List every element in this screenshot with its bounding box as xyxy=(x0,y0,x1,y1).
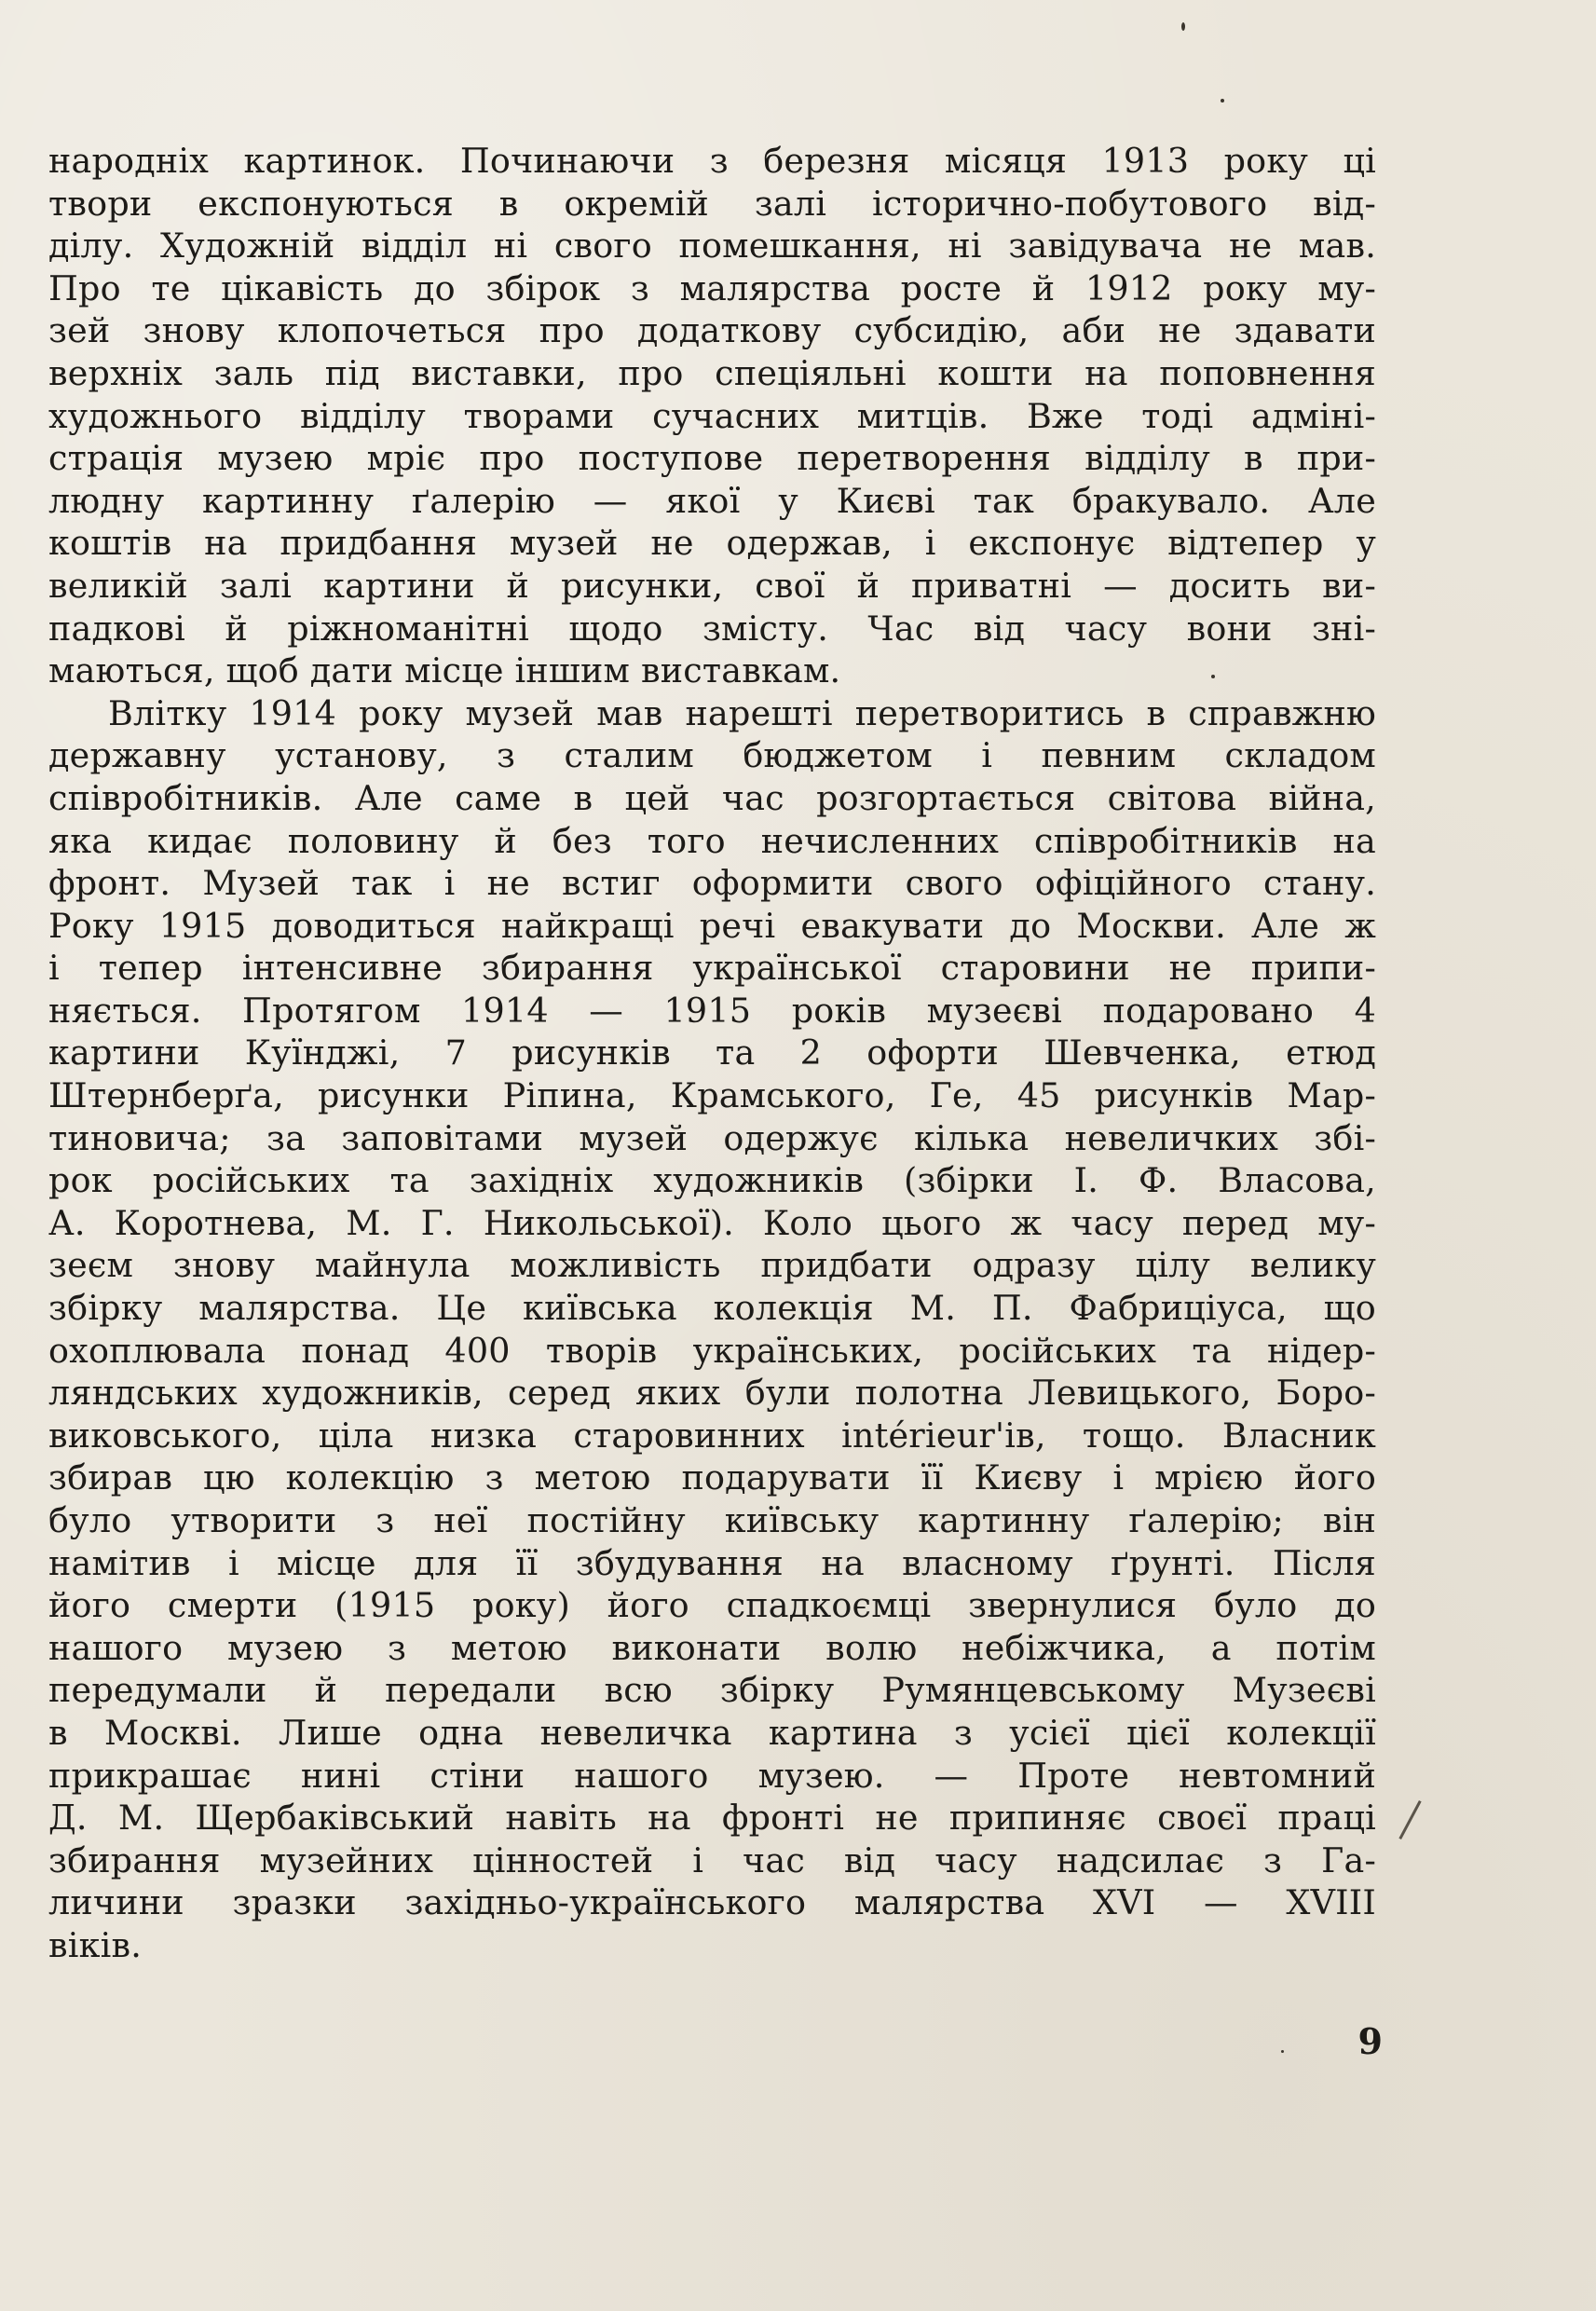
text-line: його смерти (1915 року) його спадкоємці звернулися було до xyxy=(48,1585,1376,1626)
text-line: няється. Протягом 1914 — 1915 років музеєві подаровано 4 xyxy=(48,990,1376,1031)
text-line: Влітку 1914 року музей мав нарешті перетворитись в справжню xyxy=(108,692,1376,733)
text-line: ляндських художників, серед яких були полотна Левицького, Боро- xyxy=(48,1373,1376,1414)
text-line: картини Куїнджі, 7 рисунків та 2 офорти Шевченка, етюд xyxy=(48,1032,1376,1073)
text-line: зей знову клопочеться про додаткову субсидію, аби не здавати xyxy=(48,310,1376,351)
text-line: Року 1915 доводиться найкращі речі евакувати до Москви. Але ж xyxy=(48,905,1376,946)
paragraph-1 xyxy=(48,140,1376,692)
text-line: Штернберґа, рисунки Ріпина, Крамського, Ге, 45 рисунків Мар- xyxy=(48,1075,1376,1116)
text-line: охоплювала понад 400 творів українських, російських та нідер- xyxy=(48,1330,1376,1371)
text-line: падкові й ріжноманітні щодо змісту. Час від часу вони зні- xyxy=(48,608,1376,649)
text-line: в Москві. Лише одна невеличка картина з усієї цієї колекції xyxy=(48,1712,1376,1753)
text-line: верхніх заль під виставки, про спеціяльні кошти на поповнення xyxy=(48,352,1376,393)
text-line: віків. xyxy=(48,1924,143,1965)
paper-speck xyxy=(1211,675,1215,678)
paper-speck xyxy=(1281,2050,1284,2053)
text-line: намітив і місце для її збудування на власному ґрунті. Після xyxy=(48,1542,1376,1583)
text-line: і тепер інтенсивне збирання української старовини не припи- xyxy=(48,948,1376,989)
text-line: зеєм знову майнула можливість придбати одразу цілу велику xyxy=(48,1245,1376,1286)
text-line: людну картинну ґалерію — якої у Києві так бракувало. Але xyxy=(48,480,1376,521)
text-line: Про те цікавість до збірок з малярства росте й 1912 року му- xyxy=(48,267,1376,308)
text-line: виковського, ціла низка старовинних intérieur'ів, тощо. Власник xyxy=(48,1415,1376,1456)
text-line: Д. М. Щербаківський навіть на фронті не припиняє своєї праці xyxy=(48,1798,1376,1839)
text-line: тиновича; за заповітами музей одержує кілька невеличких збі- xyxy=(48,1117,1376,1158)
text-line: збирав цю колекцію з метою подарувати її Києву і мрією його xyxy=(48,1457,1376,1498)
text-line: яка кидає половину й без того нечисленних співробітників на xyxy=(48,820,1376,861)
paragraph-2 xyxy=(48,692,1376,1967)
text-line: фронт. Музей так і не встиг оформити свого офіційного стану. xyxy=(48,863,1376,904)
text-line: маються, щоб дати місце іншим виставкам. xyxy=(48,650,841,691)
page-number: 9 xyxy=(1357,2020,1383,2062)
text-line: А. Коротнева, М. Г. Никольської). Коло цього ж часу перед му- xyxy=(48,1202,1376,1243)
text-line: личини зразки західньо-українського малярства XVI — XVIII xyxy=(48,1882,1376,1923)
paper-speck xyxy=(1221,99,1224,103)
text-line: народніх картинок. Починаючи з березня місяця 1913 року ці xyxy=(48,141,1376,181)
paper-speck xyxy=(1181,22,1185,31)
text-line: співробітників. Але саме в цей час розгортається світова війна, xyxy=(48,777,1376,818)
text-line: прикрашає нині стіни нашого музею. — Проте невтомний xyxy=(48,1755,1376,1796)
paper-scratch xyxy=(1398,1800,1421,1839)
text-line: коштів на придбання музей не одержав, і експонує відтепер у xyxy=(48,523,1376,564)
text-line: страція музею мріє про поступове перетворення відділу в при- xyxy=(48,438,1376,479)
text-line: державну установу, з сталим бюджетом і певним складом xyxy=(48,735,1376,776)
text-line: було утворити з неї постійну київську картинну ґалерію; він xyxy=(48,1500,1376,1540)
text-line: рок російських та західніх художників (збірки І. Ф. Власова, xyxy=(48,1160,1376,1201)
text-line: передумали й передали всю збірку Румянцевському Музеєві xyxy=(48,1670,1376,1711)
text-line: збирання музейних цінностей і час від часу надсилає з Га- xyxy=(48,1839,1376,1880)
text-line: твори експонуються в окремій залі історично-побутового від- xyxy=(48,183,1376,224)
text-line: художнього відділу творами сучасних митців. Вже тоді адміні- xyxy=(48,395,1376,436)
text-line: нашого музею з метою виконати волю небіжчика, а потім xyxy=(48,1627,1376,1668)
text-line: збірку малярства. Це київська колекція М. П. Фабриціуса, що xyxy=(48,1288,1376,1329)
text-line: ділу. Художній відділ ні свого помешкання, ні завідувача не мав. xyxy=(48,226,1376,267)
body-text xyxy=(48,140,1376,1967)
text-line: великій залі картини й рисунки, свої й приватні — досить ви- xyxy=(48,565,1376,606)
